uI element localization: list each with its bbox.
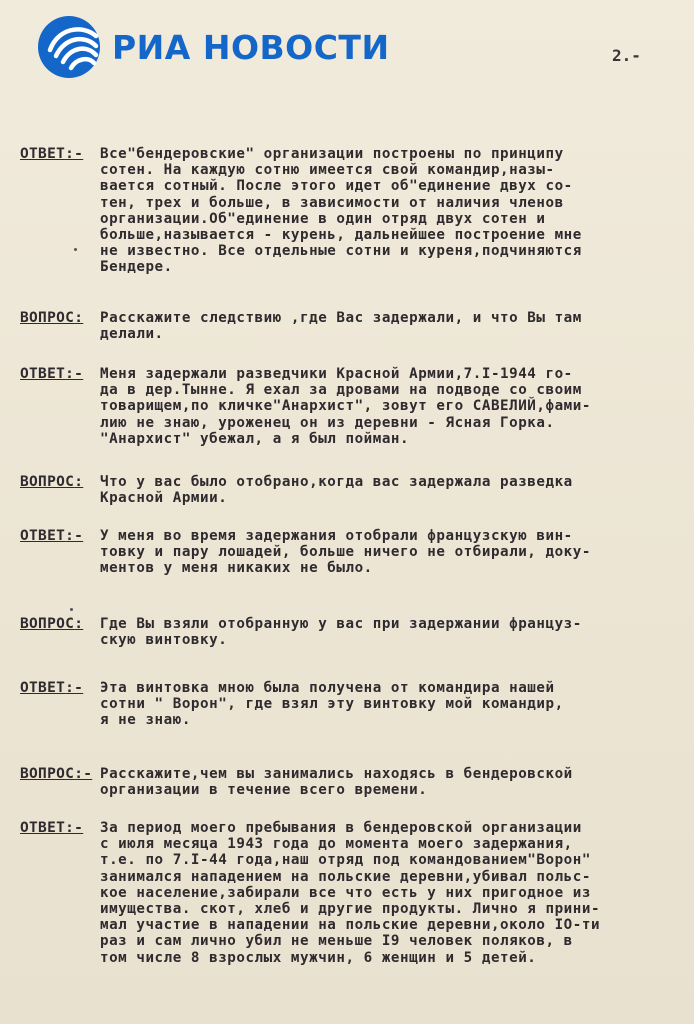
text-line: Расскажите,чем вы занимались находясь в бендеровской bbox=[100, 766, 573, 782]
block-text bbox=[100, 766, 640, 798]
text-line: Красной Армии. bbox=[100, 490, 228, 507]
text-line: У меня во время задержания отобрали французскую вин- bbox=[100, 528, 573, 544]
text-line: тен, трех и больше, в зависимости от наличия членов bbox=[100, 194, 564, 211]
text-line: мал участие в нападении на польские деревни,около IO-ти bbox=[100, 917, 601, 934]
question-label: ВОПРОС:- bbox=[20, 766, 93, 782]
block-text bbox=[100, 366, 640, 447]
block-text bbox=[100, 474, 640, 506]
text-line: я не знаю. bbox=[100, 712, 191, 729]
text-line: Где Вы взяли отобранную у вас при задержании француз- bbox=[100, 616, 582, 632]
text-line: За период моего пребывания в бендеровской организации bbox=[100, 820, 582, 836]
text-line: Эта винтовка мною была получена от командира нашей bbox=[100, 680, 555, 696]
block-text bbox=[100, 820, 640, 966]
text-line: лию не знаю, уроженец он из деревни - Ясная Горка. bbox=[100, 414, 555, 431]
answer-label: ОТВЕТ:- bbox=[20, 680, 84, 696]
answer-label: ОТВЕТ:- bbox=[20, 366, 84, 382]
text-line: кое население,забирали все что есть у них пригодное из bbox=[100, 884, 591, 901]
text-line: сотни " Ворон", где взял эту винтовку мой командир, bbox=[100, 696, 564, 713]
answer-label: ОТВЕТ:- bbox=[20, 528, 84, 544]
question-label: ВОПРОС: bbox=[20, 310, 84, 326]
text-line: ментов у меня никаких не было. bbox=[100, 560, 373, 577]
text-line: скую винтовку. bbox=[100, 632, 228, 649]
text-line: имущества. скот, хлеб и другие продукты. Лично я прини- bbox=[100, 901, 601, 918]
text-line: товарищем,по кличке"Анархист", зовут его САВЕЛИЙ,фами- bbox=[100, 398, 591, 415]
ria-globe-icon bbox=[36, 14, 102, 80]
paper-speck bbox=[74, 248, 77, 251]
block-text bbox=[100, 616, 640, 648]
text-line: организации.Об"единение в один отряд двух сотен и bbox=[100, 210, 546, 227]
text-line: с июля месяца 1943 года до момента моего задержания, bbox=[100, 836, 573, 853]
answer-label: ОТВЕТ:- bbox=[20, 146, 84, 162]
text-line: "Анархист" убежал, а я был пойман. bbox=[100, 430, 410, 447]
text-line: Меня задержали разведчики Красной Армии,7.I-1944 го- bbox=[100, 366, 573, 382]
paper-speck bbox=[70, 608, 73, 611]
text-line: организации в течение всего времени. bbox=[100, 782, 428, 799]
answer-label: ОТВЕТ:- bbox=[20, 820, 84, 836]
logo-wordmark: РИА НОВОСТИ bbox=[112, 28, 390, 67]
text-line: да в дер.Тынне. Я ехал за дровами на подводе со своим bbox=[100, 382, 582, 399]
text-line: не известно. Все отдельные сотни и куреня,подчиняются bbox=[100, 243, 582, 260]
block-text bbox=[100, 146, 640, 276]
text-line: товку и пару лошадей, больше ничего не отбирали, доку- bbox=[100, 544, 591, 561]
block-text bbox=[100, 310, 640, 342]
text-line: Бендере. bbox=[100, 259, 173, 276]
text-line: вается сотный. После этого идет об"единение двух со- bbox=[100, 178, 573, 195]
text-line: делали. bbox=[100, 326, 164, 343]
text-line: т.е. по 7.I-44 года,наш отряд под командованием"Ворон" bbox=[100, 852, 591, 869]
block-text bbox=[100, 680, 640, 729]
text-line: Все"бендеровские" организации построены по принципу bbox=[100, 146, 564, 162]
text-line: сотен. На каждую сотню имеется свой командир,назы- bbox=[100, 162, 555, 179]
page-number: 2.- bbox=[612, 46, 641, 65]
ria-novosti-logo bbox=[36, 14, 456, 80]
question-label: ВОПРОС: bbox=[20, 474, 84, 490]
text-line: занимался нападением на польские деревни,убивал польс- bbox=[100, 868, 591, 885]
text-line: Что у вас было отобрано,когда вас задержала разведка bbox=[100, 474, 573, 490]
question-label: ВОПРОС: bbox=[20, 616, 84, 632]
text-line: больше,называется - курень, дальнейшее построение мне bbox=[100, 227, 582, 244]
text-line: Расскажите следствию ,где Вас задержали, и что Вы там bbox=[100, 310, 582, 326]
block-text bbox=[100, 528, 640, 577]
text-line: раз и сам лично убил не меньше I9 человек поляков, в bbox=[100, 933, 573, 950]
text-line: том числе 8 взрослых мужчин, 6 женщин и 5 детей. bbox=[100, 949, 537, 966]
